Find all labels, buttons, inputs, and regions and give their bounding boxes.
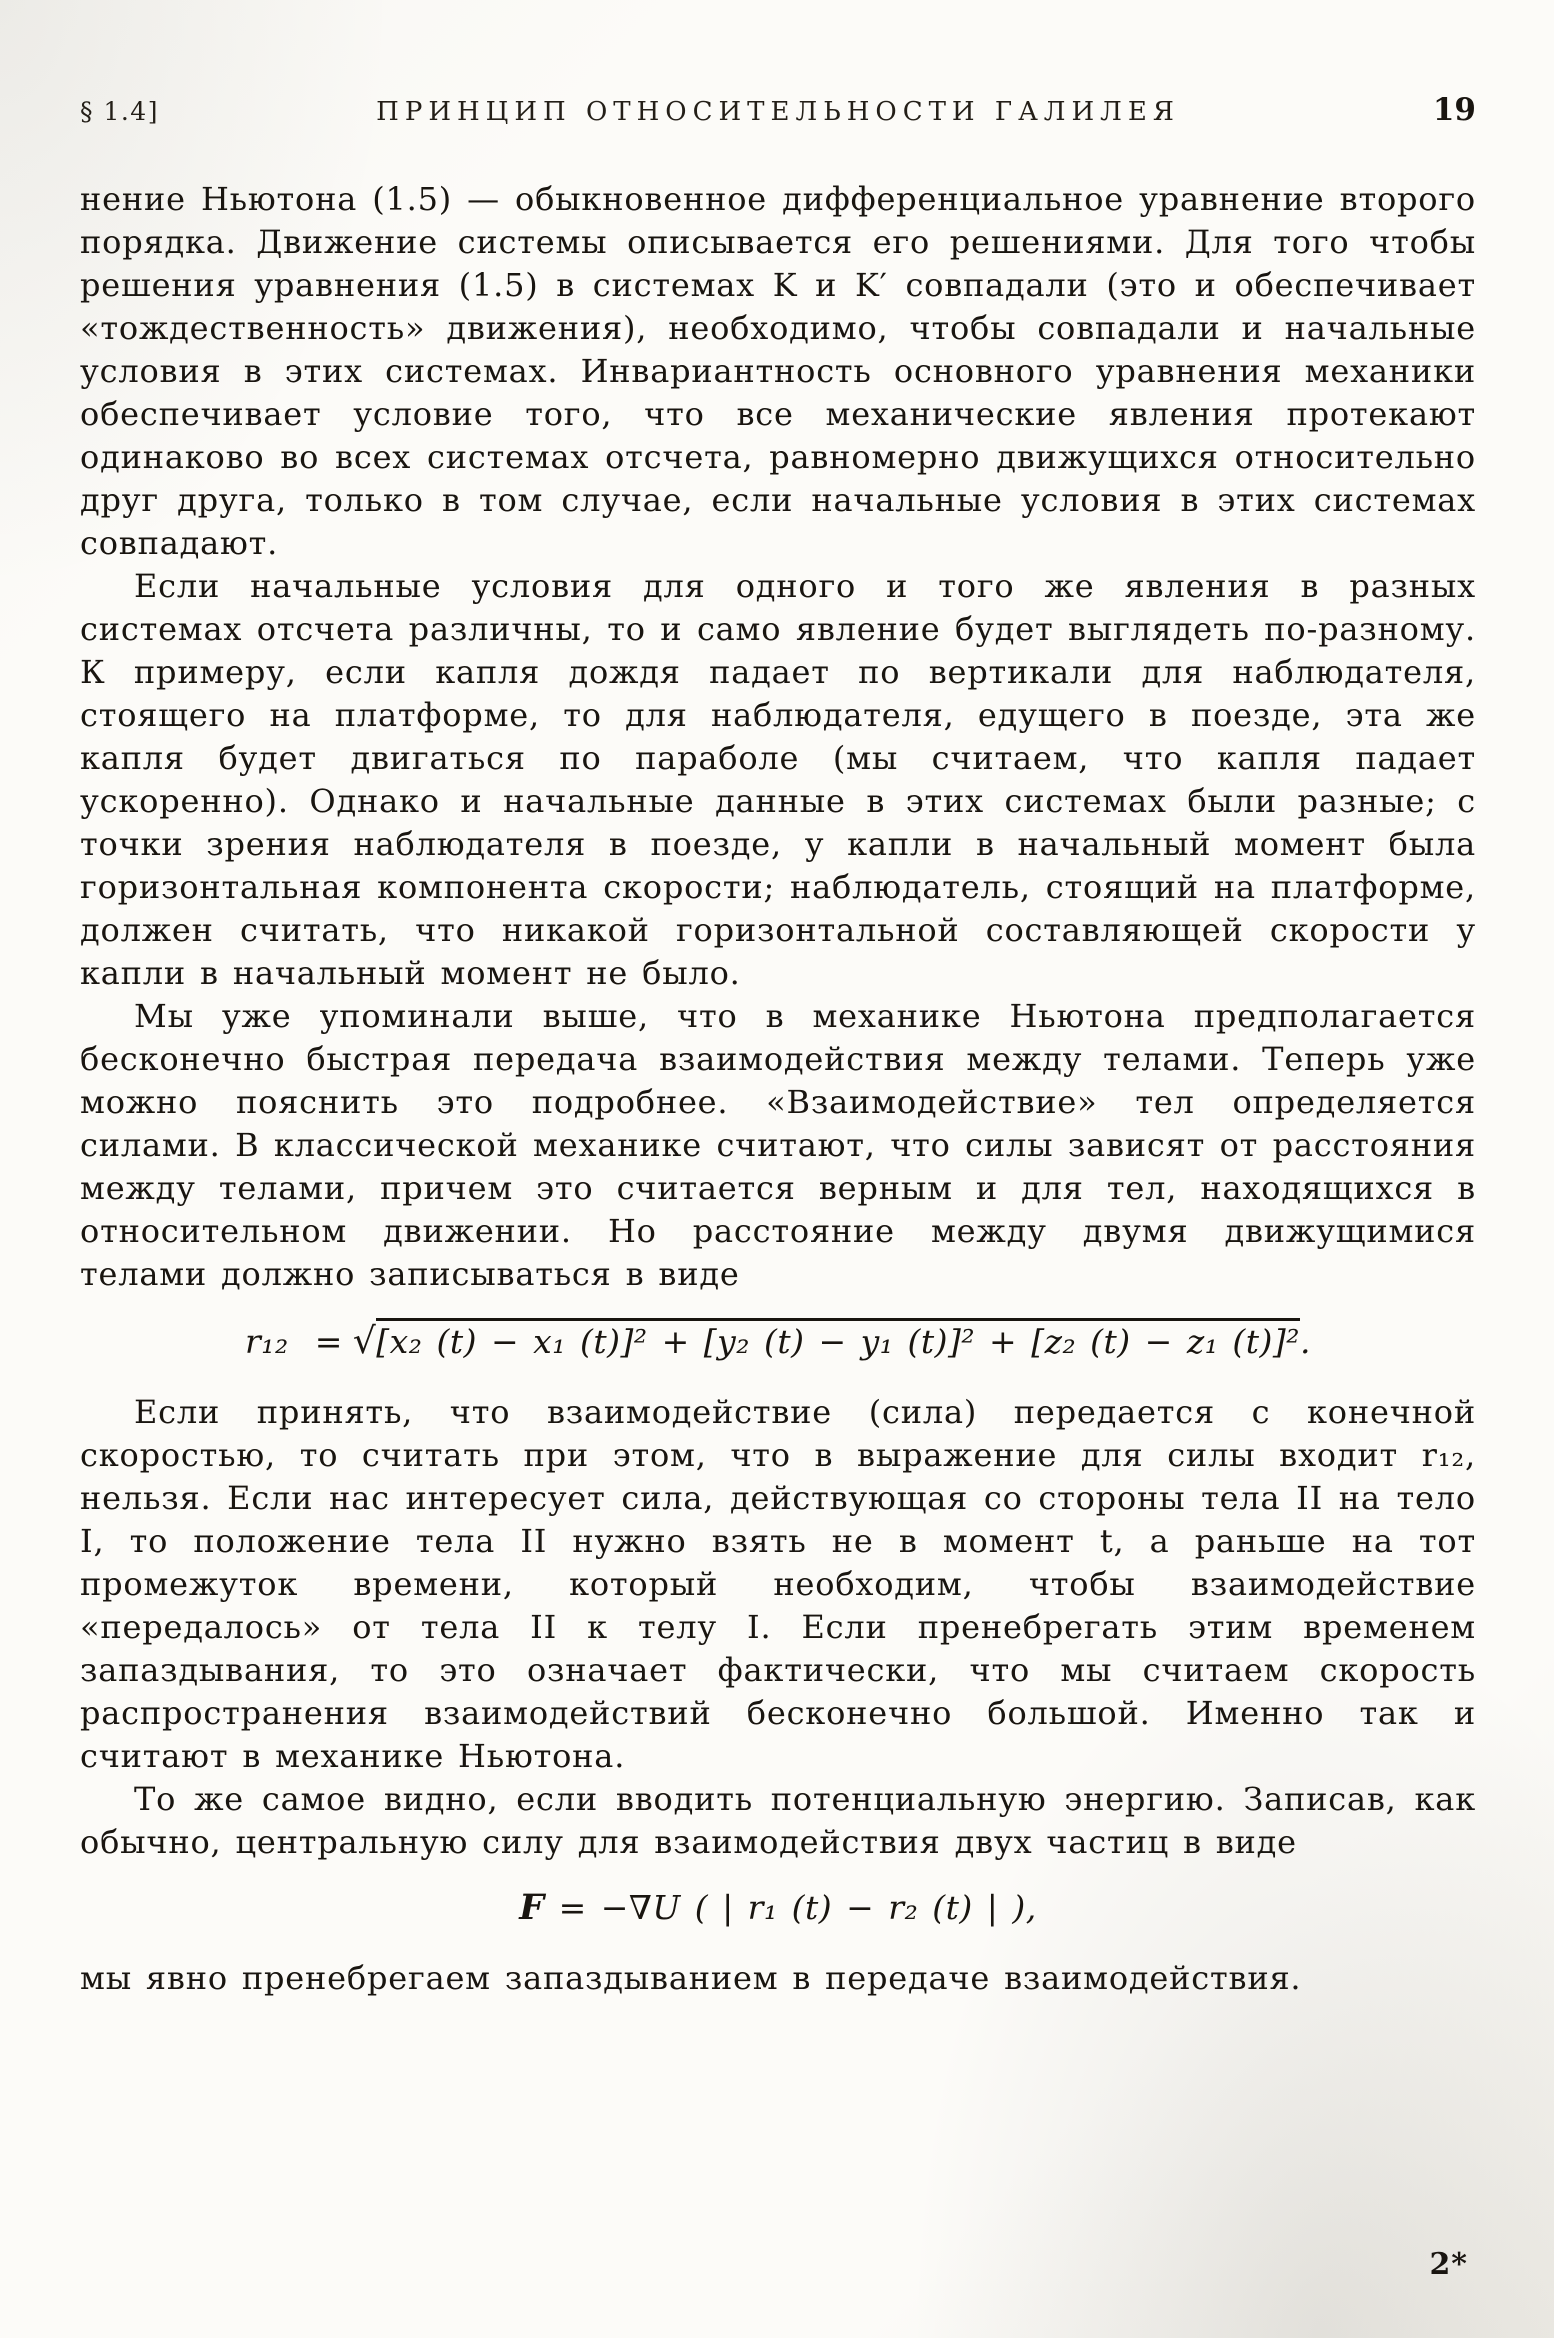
force-symbol: F <box>519 1887 545 1928</box>
formula-potential-force <box>80 1886 1476 1929</box>
formula-period: . <box>1300 1322 1312 1361</box>
printers-signature-mark: 2* <box>1429 2247 1468 2282</box>
paragraph: нение Ньютона (1.5) — обыкновенное дифференциальное уравнение второго порядка. Движение системы описывается его решениями. Для того чтобы решения уравнения (1.5) в системах K и K′ совпадали (это и обеспечивает «тождественность» движения), необходимо, чтобы совпадали и начальные условия в этих системах. Инвариантность основного уравнения механики обеспечивает условие того, что все механические явления протекают одинаково во всех системах отсчета, равномерно движущихся относительно друг друга, только в том случае, если начальные условия в этих системах совпадают. <box>80 180 1476 562</box>
formula-distance-r12 <box>80 1318 1476 1363</box>
equals-sign: = <box>314 1322 343 1361</box>
page-body <box>80 178 1476 2000</box>
paragraph: Если начальные условия для одного и того же явления в разных системах отсчета различны, то и само явление будет выглядеть по-разному. К примеру, если капля дождя падает по вертикали для наблюдателя, стоящего на платформе, то для наблюдателя, едущего в поезде, эта же капля будет двигаться по параболе (мы считаем, что капля падает ускоренно). Однако и начальные данные в этих системах были разные; с точки зрения наблюдателя в поезде, у капли в начальный момент была горизонтальная компонента скорости; наблюдатель, стоящий на платформе, должен считать, что никакой горизонтальной составляющей скорости у капли в начальный момент не было. <box>80 567 1476 992</box>
page-number: 19 <box>1432 92 1476 128</box>
radicand: [x₂ (t) − x₁ (t)]² + [y₂ (t) − y₁ (t)]² + [z₂ (t) − z₁ (t)]² <box>376 1318 1300 1361</box>
section-label: § 1.4] <box>80 97 159 126</box>
paragraph: Мы уже упоминали выше, что в механике Ньютона предполагается бесконечно быстрая передача взаимодействия между телами. Теперь уже можно пояснить это подробнее. «Взаимодействие» тел определяется силами. В классической механике считают, что силы зависят от расстояния между телами, причем это считается верным и для тел, находящихся в относительном движении. Но расстояние между двумя движущимися телами должно записываться в виде <box>80 997 1476 1293</box>
radical-sign: √ <box>352 1321 377 1362</box>
formula-rhs: = −∇U ( | r₁ (t) − r₂ (t) | ), <box>544 1888 1037 1927</box>
paragraph: То же самое видно, если вводить потенциальную энергию. Записав, как обычно, центральную силу для взаимодействия двух частиц в виде <box>80 1780 1476 1861</box>
running-title: ПРИНЦИП ОТНОСИТЕЛЬНОСТИ ГАЛИЛЕЯ <box>376 97 1180 127</box>
formula-lhs: r₁₂ <box>244 1322 289 1361</box>
page-header <box>80 92 1476 128</box>
paragraph: Если принять, что взаимодействие (сила) передается с конечной скоростью, то считать при этом, что в выражение для силы входит r₁₂, нельзя. Если нас интересует сила, действующая со стороны тела II на тело I, то положение тела II нужно взять не в момент t, а раньше на тот промежуток времени, который необходим, чтобы взаимодействие «передалось» от тела II к телу I. Если пренебрегать этим временем запаздывания, то это означает фактически, что мы считаем скорость распространения взаимодействий бесконечно большой. Именно так и считают в механике Ньютона. <box>80 1393 1476 1775</box>
paragraph: мы явно пренебрегаем запаздыванием в передаче взаимодействия. <box>80 1959 1302 1997</box>
